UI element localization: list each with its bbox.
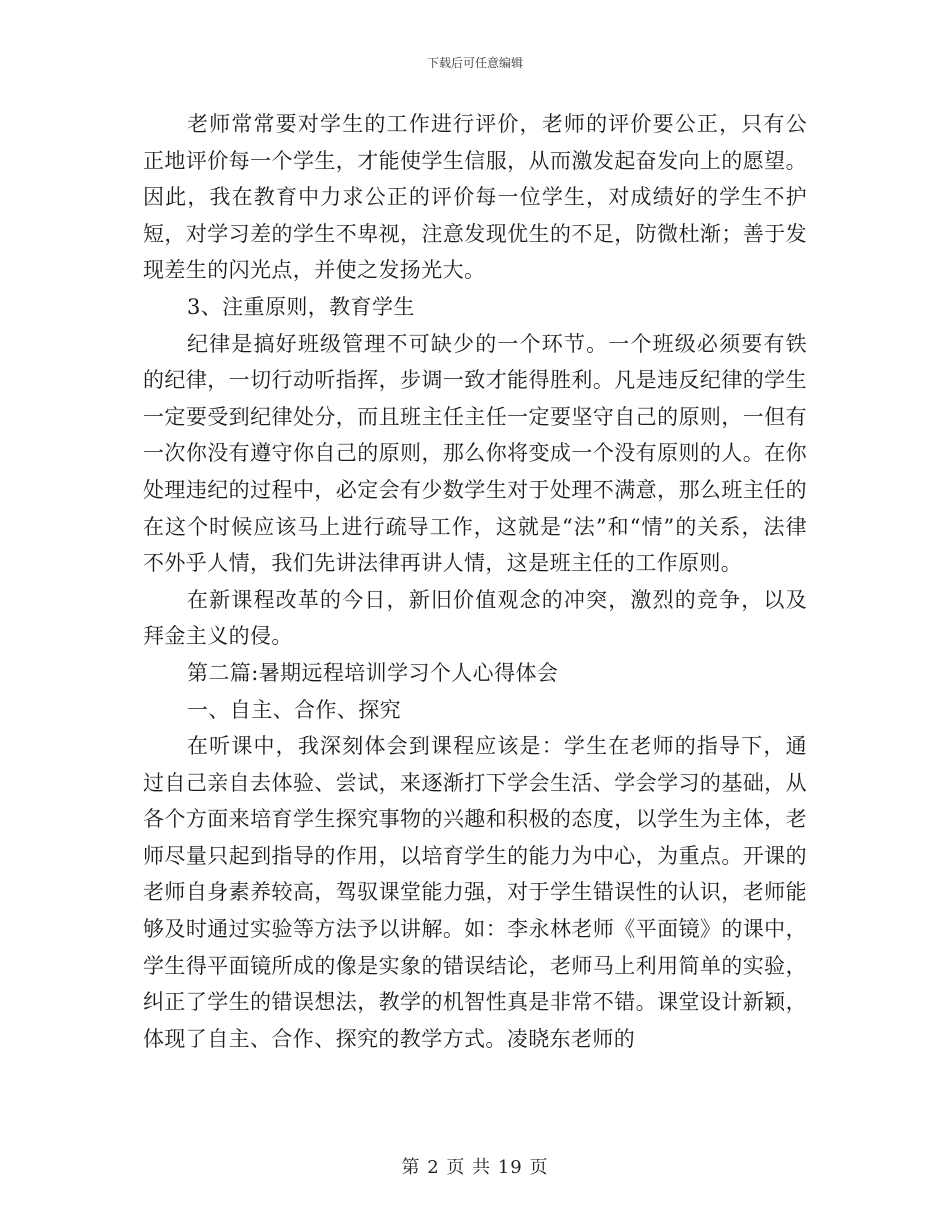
chapter-title: 第二篇:暑期远程培训学习个人心得体会	[187, 660, 559, 685]
paragraph-curriculum-reform: 在新课程改革的今日，新旧价值观念的冲突，激烈的竞争，以及拜金主义的侵。	[143, 587, 807, 649]
page-number: 第 2 页 共 19 页	[401, 1157, 549, 1178]
section-heading-principles: 3、注重原则，教育学生	[187, 294, 415, 319]
paragraph-evaluation: 老师常常要对学生的工作进行评价，老师的评价要公正，只有公正地评价每一个学生，才能使学生信服，从而激发起奋发向上的愿望。因此，我在教育中力求公正的评价每一位学生，对成绩好的学生不护短，对学习差的学生不卑视，注意发现优生的不足，防微杜渐；善于发现差生的闪光点，并使之发扬光大。	[143, 112, 807, 283]
document-body	[143, 106, 807, 1057]
header-note: 下载后可任意编辑	[426, 56, 523, 70]
paragraph-lecture-reflection: 在听课中，我深刻体会到课程应该是：学生在老师的指导下，通过自己亲自去体验、尝试，来逐渐打下学会生活、学会学习的基础，从各个方面来培育学生探究事物的兴趣和积极的态度，以学生为主体，老师尽量只起到指导的作用，以培育学生的能力为中心，为重点。开课的老师自身素养较高，驾驭课堂能力强，对于学生错误性的认识，老师能够及时通过实验等方法予以讲解。如：李永林老师《平面镜》的课中，学生得平面镜所成的像是实象的错误结论，老师马上利用简单的实验，纠正了学生的错误想法，教学的机智性真是非常不错。课堂设计新颖，体现了自主、合作、探究的教学方式。凌晓东老师的	[143, 734, 807, 1051]
paragraph-discipline: 纪律是搞好班级管理不可缺少的一个环节。一个班级必须要有铁的纪律，一切行动听指挥，步调一致才能得胜利。凡是违反纪律的学生一定要受到纪律处分，而且班主任主任一定要坚守自己的原则，一但有一次你没有遵守你自己的原则，那么你将变成一个没有原则的人。在你处理违纪的过程中，必定会有少数学生对于处理不满意，那么班主任的在这个时候应该马上进行疏导工作，这就是“法”和“情”的关系，法律不外乎人情，我们先讲法律再讲人情，这是班主任的工作原则。	[143, 331, 807, 576]
section-heading-autonomy: 一、自主、合作、探究	[187, 697, 401, 722]
